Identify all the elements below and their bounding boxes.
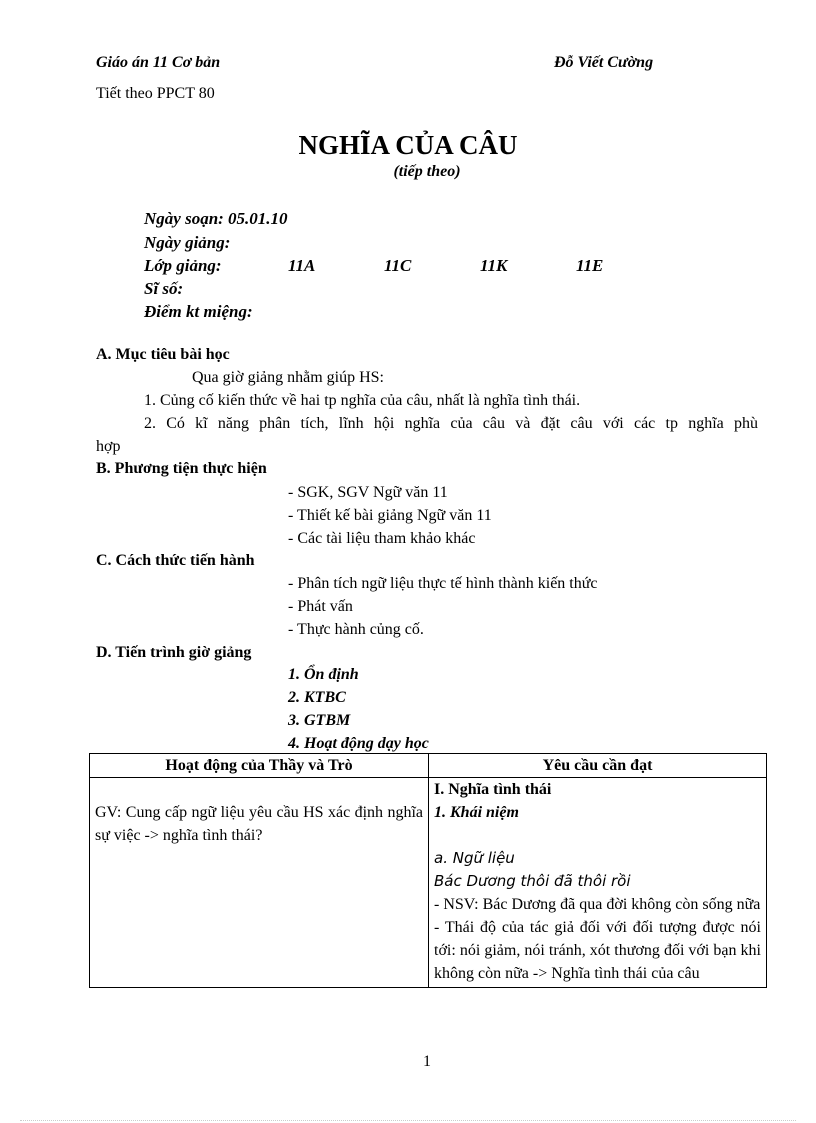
sub-khai-niem: 1. Khái niệm	[434, 804, 519, 821]
section-c-item: - Phát vấn	[288, 598, 353, 615]
section-d-item: 2. KTBC	[288, 689, 346, 706]
oral-check: Điểm kt miệng:	[144, 302, 253, 321]
prep-date: Ngày soạn: 05.01.10	[144, 209, 288, 228]
class-11a: 11A	[288, 256, 316, 275]
section-a-intro: Qua giờ giảng nhằm giúp HS:	[192, 369, 384, 386]
activities-cell	[90, 778, 429, 988]
class-label: Lớp giảng:	[144, 256, 222, 275]
section-a-heading: A. Mục tiêu bài học	[96, 346, 230, 363]
requirements-cell	[429, 778, 767, 988]
section-c-heading: C. Cách thức tiến hành	[96, 552, 255, 569]
header-right: Đỗ Viết Cường	[554, 54, 654, 71]
attendance: Sĩ số:	[144, 279, 184, 298]
teacher-activity: GV: Cung cấp ngữ liệu yêu cầu HS xác định nghĩa sự việc -> nghĩa tình thái?	[95, 804, 423, 844]
example-quote: Bác Dương thôi đã thôi rồi	[434, 872, 631, 890]
col-header-requirements: Yêu cầu cần đạt	[429, 754, 767, 778]
section-d-heading: D. Tiến trình giờ giảng	[96, 644, 252, 661]
page-subtitle: (tiếp theo)	[393, 163, 461, 180]
section-d-item: 1. Ổn định	[288, 666, 359, 683]
page-title: NGHĨA CỦA CÂU	[298, 130, 518, 160]
page-break-line	[20, 1120, 796, 1121]
teach-date: Ngày giảng:	[144, 233, 231, 252]
section-a-item-2: 2. Có kĩ năng phân tích, lĩnh hội nghĩa của câu và đặt câu với các tp nghĩa phù	[144, 415, 758, 432]
lesson-table	[89, 753, 767, 988]
section-c-item: - Phân tích ngữ liệu thực tế hình thành kiến thức	[288, 575, 598, 592]
section-d-item: 3. GTBM	[288, 712, 351, 729]
header-left: Giáo án 11 Cơ bản	[96, 54, 221, 71]
page-number: 1	[423, 1053, 431, 1070]
nsv-text: - NSV: Bác Dương đã qua đời không còn sống nữa	[434, 896, 761, 913]
label-ngu-lieu: a. Ngữ liệu	[434, 849, 515, 867]
col-header-activities: Hoạt động của Thầy và Trò	[90, 754, 429, 778]
class-11e: 11E	[576, 256, 604, 275]
class-11c: 11C	[384, 256, 412, 275]
section-b-item: - Các tài liệu tham khảo khác	[288, 530, 476, 547]
section-c-item: - Thực hành củng cố.	[288, 621, 424, 638]
section-b-item: - SGK, SGV Ngữ văn 11	[288, 484, 448, 501]
section-d-item: 4. Hoạt động dạy học	[288, 735, 429, 752]
class-11k: 11K	[480, 256, 508, 275]
section-b-heading: B. Phương tiện thực hiện	[96, 460, 267, 477]
section-a-item-1: 1. Củng cố kiến thức về hai tp nghĩa của câu, nhất là nghĩa tình thái.	[144, 392, 581, 409]
table-row	[90, 778, 767, 988]
section-b-item: - Thiết kế bài giảng Ngữ văn 11	[288, 507, 492, 524]
attitude-text: - Thái độ của tác giả đối với đối tượng được nói tới: nói giảm, nói tránh, xót thương đối với bạn khi không còn nữa -> Nghĩa tình thái của câu	[434, 919, 761, 982]
section-a-item-2-cont: hợp	[96, 438, 121, 455]
table-header-row	[90, 754, 767, 778]
lesson-number: Tiết theo PPCT 80	[96, 85, 215, 102]
section-nghia-tinh-thai: I. Nghĩa tình thái	[434, 781, 552, 798]
